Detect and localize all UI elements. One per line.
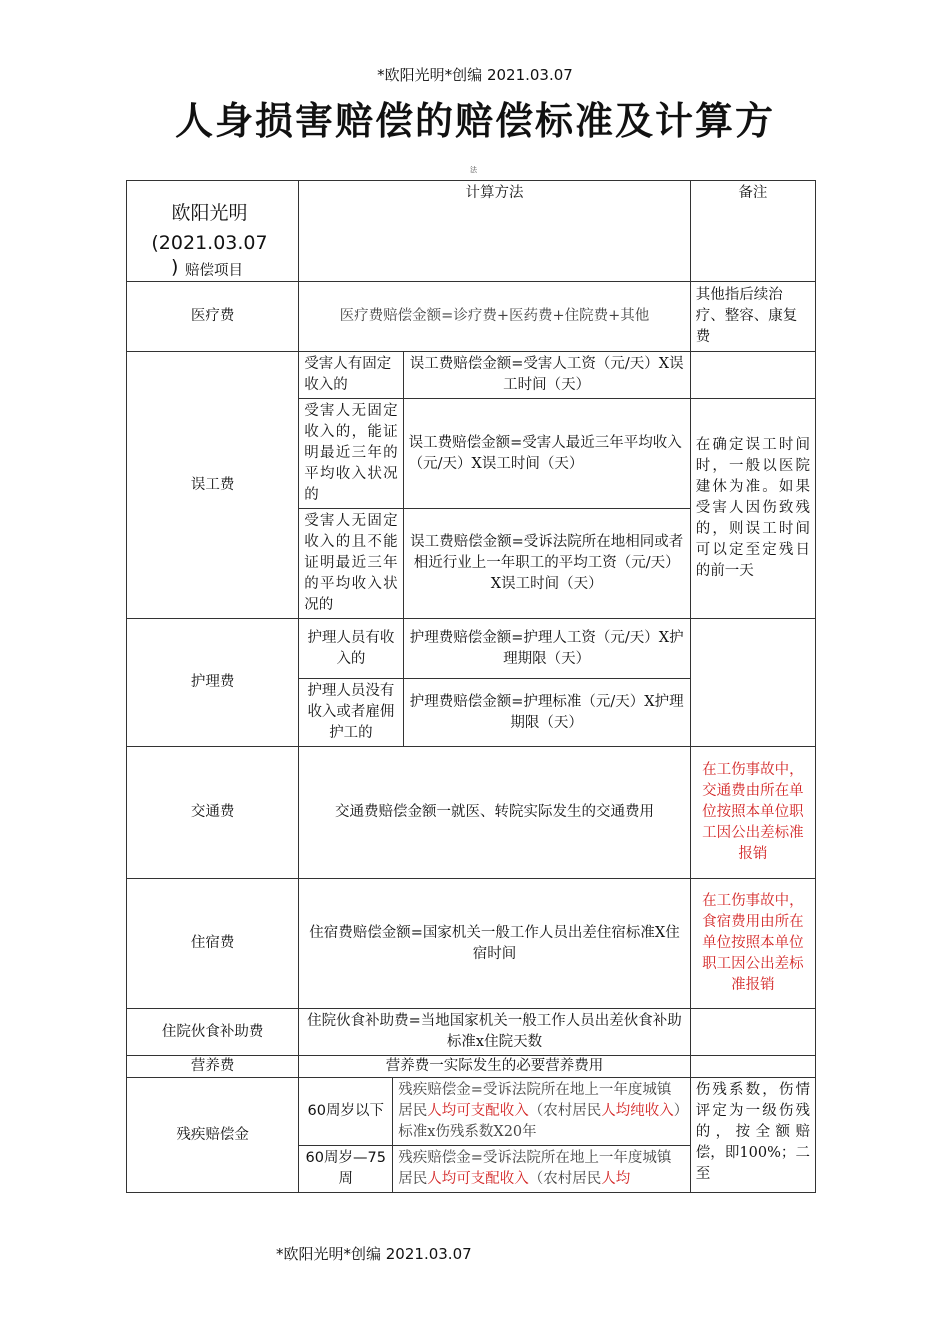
corner-paren: ) [171, 256, 179, 278]
disability-age-2: 60周岁—75周 [299, 1146, 393, 1193]
header-note: *欧阳光明*创编 2021.03.07 [377, 66, 573, 84]
transport-remark: 在工伤事故中，交通费由所在单位按照本单位职工因公出差标准报销 [690, 747, 815, 879]
compensation-table [126, 180, 816, 1193]
corner-date: (2021.03.07 [151, 232, 268, 254]
table-row [127, 352, 816, 399]
nursing-condition-2: 护理人员没有收入或者雇佣护工的 [299, 679, 403, 747]
lost-wages-method-2: 误工费赔偿金额=受害人最近三年平均收入（元/天）X误工时间（天） [403, 399, 690, 509]
table-row [127, 1009, 816, 1056]
nutrition-item: 营养费 [127, 1056, 299, 1078]
meal-item: 住院伙食补助费 [127, 1009, 299, 1056]
transport-method: 交通费赔偿金额一就医、转院实际发生的交通费用 [299, 747, 690, 879]
lost-wages-remark: 在确定误工时间时，一般以医院建休为准。如果受害人因伤致残的，则误工时间可以定至定残日的前一天 [690, 399, 815, 619]
nursing-item: 护理费 [127, 619, 299, 747]
table-row [127, 619, 816, 679]
medical-method: 医疗费赔偿金额=诊疗费+医药费+住院费+其他 [299, 282, 690, 352]
col-header-item: 赔偿项目 [185, 263, 243, 279]
disability-method-2: 残疾赔偿金=受诉法院所在地上一年度城镇居民人均可支配收入（农村居民人均 [393, 1146, 691, 1193]
disability-age-1: 60周岁以下 [299, 1078, 393, 1146]
disability-method-1: 残疾赔偿金=受诉法院所在地上一年度城镇居民人均可支配收入（农村居民人均纯收入）标准x伤残系数X20年 [393, 1078, 691, 1146]
transport-item: 交通费 [127, 747, 299, 879]
lost-wages-remark-empty [690, 352, 815, 399]
lost-wages-item: 误工费 [127, 352, 299, 619]
nursing-condition-1: 护理人员有收入的 [299, 619, 403, 679]
col-header-method: 计算方法 [299, 181, 690, 282]
table-row [127, 1078, 816, 1146]
lost-wages-method-1: 误工费赔偿金额=受害人工资（元/天）X误工时间（天） [403, 352, 690, 399]
lost-wages-condition-2: 受害人无固定收入的，能证明最近三年的平均收入状况的 [299, 399, 403, 509]
medical-item: 医疗费 [127, 282, 299, 352]
table-header-row [127, 181, 816, 282]
meal-method: 住院伙食补助费=当地国家机关一般工作人员出差伙食补助标准x住院天数 [299, 1009, 690, 1056]
table-row [127, 879, 816, 1009]
footer-note: *欧阳光明*创编 2021.03.07 [276, 1245, 472, 1263]
nutrition-method: 营养费一实际发生的必要营养费用 [299, 1056, 690, 1078]
disability-remark: 伤残系数，伤情评定为一级伤残的，按全额赔偿，即100%；二至 [690, 1078, 815, 1193]
title-tail: 法 [470, 166, 477, 174]
col-header-remark: 备注 [690, 181, 815, 282]
nutrition-remark-empty [690, 1056, 815, 1078]
disability-item: 残疾赔偿金 [127, 1078, 299, 1193]
corner-cell [127, 181, 299, 282]
page-title: 人身损害赔偿的赔偿标准及计算方 [174, 99, 775, 143]
nursing-method-2: 护理费赔偿金额=护理标准（元/天）X护理期限（天） [403, 679, 690, 747]
nursing-remark-empty [690, 619, 815, 747]
lost-wages-condition-1: 受害人有固定收入的 [299, 352, 403, 399]
corner-name: 欧阳光明 [171, 202, 248, 224]
table-row [127, 282, 816, 352]
lodging-remark: 在工伤事故中，食宿费用由所在单位按照本单位职工因公出差标准报销 [690, 879, 815, 1009]
nursing-method-1: 护理费赔偿金额=护理人工资（元/天）X护理期限（天） [403, 619, 690, 679]
table-row [127, 747, 816, 879]
lost-wages-method-3: 误工费赔偿金额=受诉法院所在地相同或者相近行业上一年职工的平均工资（元/天）X误工时间（天） [403, 509, 690, 619]
medical-remark: 其他指后续治疗、整容、康复费 [690, 282, 815, 352]
lodging-item: 住宿费 [127, 879, 299, 1009]
table-row [127, 1056, 816, 1078]
meal-remark-empty [690, 1009, 815, 1056]
lodging-method: 住宿费赔偿金额=国家机关一般工作人员出差住宿标准X住宿时间 [299, 879, 690, 1009]
lost-wages-condition-3: 受害人无固定收入的且不能证明最近三年的平均收入状况的 [299, 509, 403, 619]
